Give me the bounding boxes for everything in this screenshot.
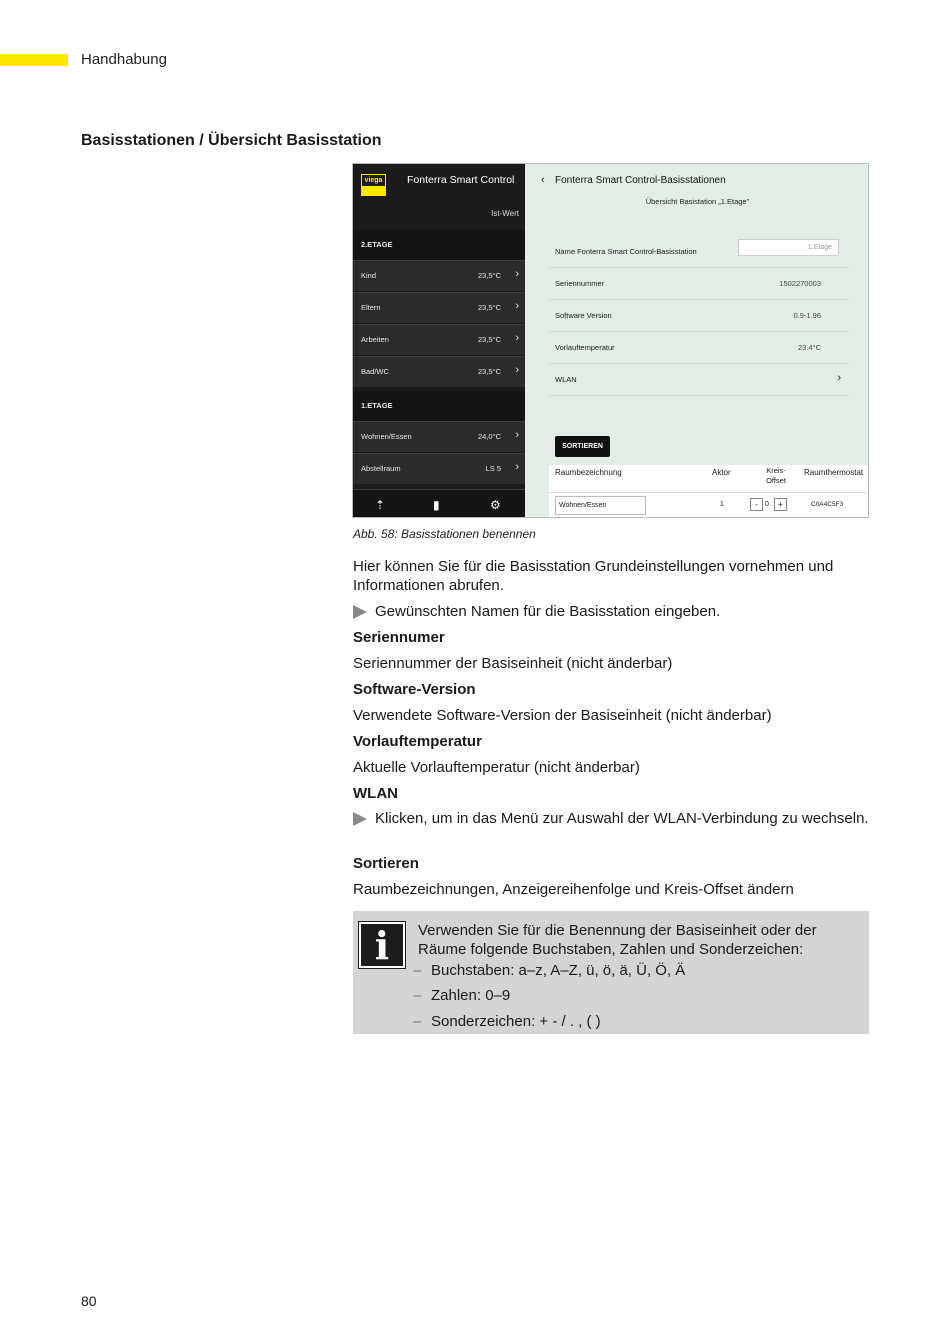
- step-wlan: Klicken, um in das Menü zur Auswahl der WLAN-Verbindung zu wechseln.: [353, 809, 869, 828]
- main-title: Fonterra Smart Control-Basisstationen: [555, 175, 726, 186]
- app-title: Fonterra Smart Control: [407, 174, 515, 186]
- gear-icon[interactable]: ⚙: [490, 498, 501, 512]
- room-name-input[interactable]: Wohnen/Essen: [555, 496, 646, 515]
- chapter-label: Handhabung: [81, 51, 167, 68]
- offset-value: 0: [765, 501, 769, 508]
- row-name: Name Fonterra Smart Control-Basisstation 1.Etage: [549, 236, 849, 268]
- sort-button[interactable]: SORTIEREN: [555, 436, 610, 457]
- name-input[interactable]: 1.Etage: [738, 239, 839, 256]
- row-serial: Seriennummer 1502270003: [549, 268, 849, 300]
- info-icon: i: [359, 922, 405, 968]
- row-wlan[interactable]: WLAN ›: [549, 364, 849, 396]
- chevron-right-icon: ›: [515, 332, 519, 344]
- heading-wlan: WLAN: [353, 785, 398, 802]
- heading-serial: Seriennumer: [353, 629, 445, 646]
- sidebar: [353, 164, 525, 518]
- thermostat-id: C0A4C5F3: [811, 501, 844, 508]
- group-header: 2.ETAGE: [353, 230, 525, 260]
- table-row: Wohnen/Essen 1 - 0 + C0A4C5F3: [549, 492, 869, 518]
- chevron-right-icon: ›: [515, 300, 519, 312]
- info-box: i Verwenden Sie für die Benennung der Basiseinheit oder der Räume folgende Buchstaben, Zahlen und Sonderzeichen: – Buchstaben: a–z, A–Z, ü, ö, ä, Ü, Ö, Ä – Zahlen: 0–9 – Sonderzeichen: + - / . , ( ): [353, 911, 869, 1034]
- room-item[interactable]: Eltern 23,5°C ›: [353, 292, 525, 323]
- table-header: Raumbezeichnung Aktor Kreis- Offset Raumthermostat: [549, 465, 869, 492]
- heading-software: Software-Version: [353, 681, 476, 698]
- page-number: 80: [81, 1293, 97, 1309]
- step-name: Gewünschten Namen für die Basisstation eingeben.: [353, 602, 869, 621]
- viega-logo: viega: [361, 174, 386, 196]
- chevron-right-icon: ›: [515, 364, 519, 376]
- room-item[interactable]: Bad/WC 23,5°C ›: [353, 356, 525, 387]
- text-vorlauf: Aktuelle Vorlauftemperatur (nicht änderbar): [353, 759, 640, 776]
- arrow-icon: [353, 812, 367, 826]
- column-header-ist-wert: Ist-Wert: [491, 209, 519, 218]
- row-vorlauf: Vorlauftemperatur 23.4°C: [549, 332, 849, 364]
- room-item[interactable]: Arbeiten 23,5°C ›: [353, 324, 525, 355]
- antenna-icon[interactable]: ⇡: [375, 498, 386, 512]
- text-sort: Raumbezeichnungen, Anzeigereihenfolge und Kreis-Offset ändern: [353, 881, 794, 898]
- offset-minus-button[interactable]: -: [750, 498, 763, 511]
- intro-text: Hier können Sie für die Basisstation Grundeinstellungen vornehmen und Informationen abrufen.: [353, 558, 834, 594]
- heading-vorlauf: Vorlauftemperatur: [353, 733, 482, 750]
- main-subtitle: Übersicht Basistation „1.Etage": [645, 197, 750, 206]
- room-item[interactable]: Kind 23,5°C ›: [353, 260, 525, 291]
- offset-plus-button[interactable]: +: [774, 498, 787, 511]
- chevron-left-icon[interactable]: ‹: [541, 174, 545, 186]
- text-serial: Seriennummer der Basiseinheit (nicht änderbar): [353, 655, 673, 672]
- header-accent-bar: [0, 54, 68, 66]
- figure-caption: Abb. 58: Basisstationen benennen: [353, 527, 536, 541]
- chevron-right-icon: ›: [515, 429, 519, 441]
- heading-sort: Sortieren: [353, 855, 419, 872]
- room-item[interactable]: Wohnen/Essen 24,0°C ›: [353, 421, 525, 452]
- section-title: Basisstationen / Übersicht Basisstation: [81, 132, 382, 149]
- room-item[interactable]: Abstellraum LS 5 ›: [353, 453, 525, 484]
- clipboard-icon[interactable]: ▮: [433, 498, 440, 512]
- group-header: 1.ETAGE: [353, 391, 525, 421]
- app-screenshot: [352, 163, 869, 518]
- chevron-right-icon: ›: [515, 268, 519, 280]
- info-text: Verwenden Sie für die Benennung der Basiseinheit oder der Räume folgende Buchstaben, Zahlen und Sonderzeichen:: [418, 922, 817, 958]
- row-software: Software Version 0.9-1.96: [549, 300, 849, 332]
- sidebar-toolbar: [353, 489, 525, 518]
- text-software: Verwendete Software-Version der Basiseinheit (nicht änderbar): [353, 707, 772, 724]
- chevron-right-icon: ›: [837, 372, 841, 384]
- arrow-icon: [353, 605, 367, 619]
- chevron-right-icon: ›: [515, 461, 519, 473]
